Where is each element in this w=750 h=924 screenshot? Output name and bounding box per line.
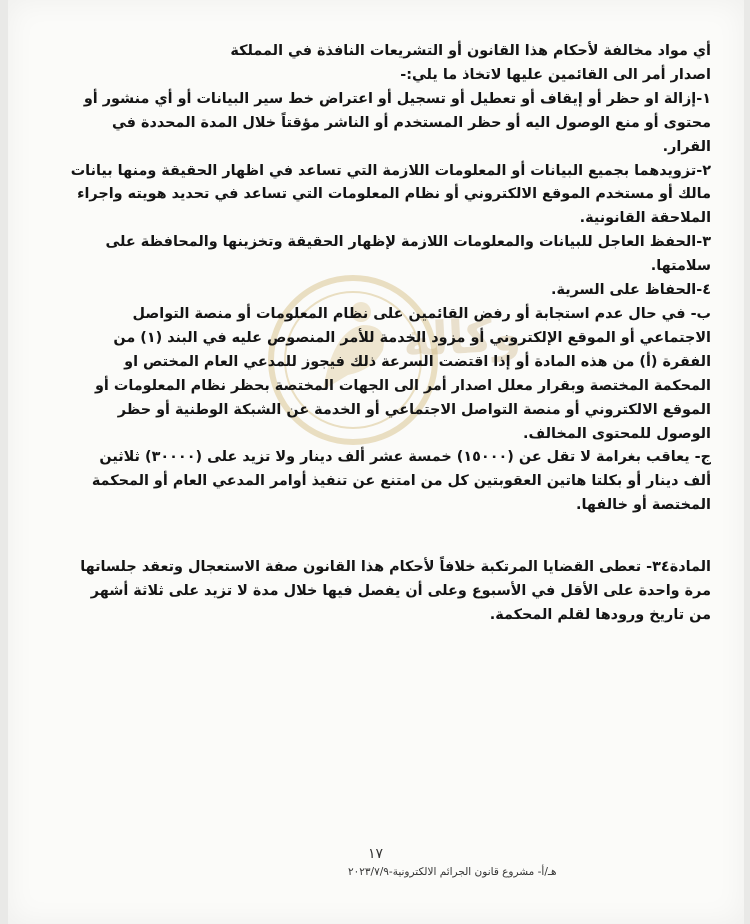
footer-note: هـ/أ- مشروع قانون الجرائم الالكترونية-٢٠٢٣/٧/٩ [348,866,557,878]
document-body [68,40,711,628]
watermark-text: وكالة [401,306,523,368]
clause-b: ب- في حال عدم استجابة أو رفض القائمين على نظام المعلومات أو منصة التواصل الاجتماعي أو الموقع الإلكتروني أو مزود الخدمة للأمر المنصوص عليه في البند (١) من الفقرة (أ) من هذه المادة أو إذا اقتضت السرعة ذلك فيجوز للمدعي العام المختص او المحكمة المختصة وبقرار معلل اصدار أمر الى الجهات المختصة بحظر نظام المعلومات أو الموقع الالكتروني أو منصة التواصل الاجتماعي أو الخدمة عن الشبكة الوطنية أو حظر الوصول للمحتوى المخالف. [94,305,711,442]
document-page [8,0,744,924]
page-number: ١٧ [368,846,384,862]
list-item-2: ٢-تزويدهما بجميع البيانات أو المعلومات اللازمة التي تساعد في اظهار الحقيقة ومنها بيانات مالك أو مستخدم الموقع الالكتروني أو نظام المعلومات التي تساعد في تحديد هويته واجراء الملاحقة القانونية. [70,162,711,227]
paragraph-order: اصدار أمر الى القائمين عليها لاتخاذ ما يلي:- [400,66,711,83]
spacer [68,518,711,556]
list-item-1: ١-إزالة او حظر أو إيقاف أو تعطيل أو تسجيل أو اعتراض خط سير البيانات أو أي منشور أو محتوى أو منع الوصول اليه أو حظر المستخدم أو الناشر مؤقتاً خلال المدة المحددة في القرار. [83,90,711,155]
article-34: المادة٣٤- تعطى القضايا المرتكبة خلافاً لأحكام هذا القانون صفة الاستعجال وتعقد جلساتها مرة واحدة على الأقل في الأسبوع وعلى أن يفصل فيها خلال مدة لا تزيد على ثلاثة أشهر من تاريخ ورودها لقلم المحكمة. [80,559,711,623]
list-item-3: ٣-الحفظ العاجل للبيانات والمعلومات اللازمة لإظهار الحقيقة وتخزينها والمحافظة على سلامتها. [105,234,711,275]
list-item-4: ٤-الحفاظ على السرية. [551,282,711,299]
clause-c: ج- يعاقب بغرامة لا تقل عن (١٥٠٠٠) خمسة عشر ألف دينار ولا تزيد على (٣٠٠٠٠) ثلاثين ألف دينار أو بكلتا هاتين العقوبتين كل من امتنع عن تنفيذ أوامر المدعي العام أو المحكمة المختصة أو خالفها. [91,449,711,514]
paragraph-intro: أي مواد مخالفة لأحكام هذا القانون أو التشريعات النافذة في المملكة [230,43,711,59]
